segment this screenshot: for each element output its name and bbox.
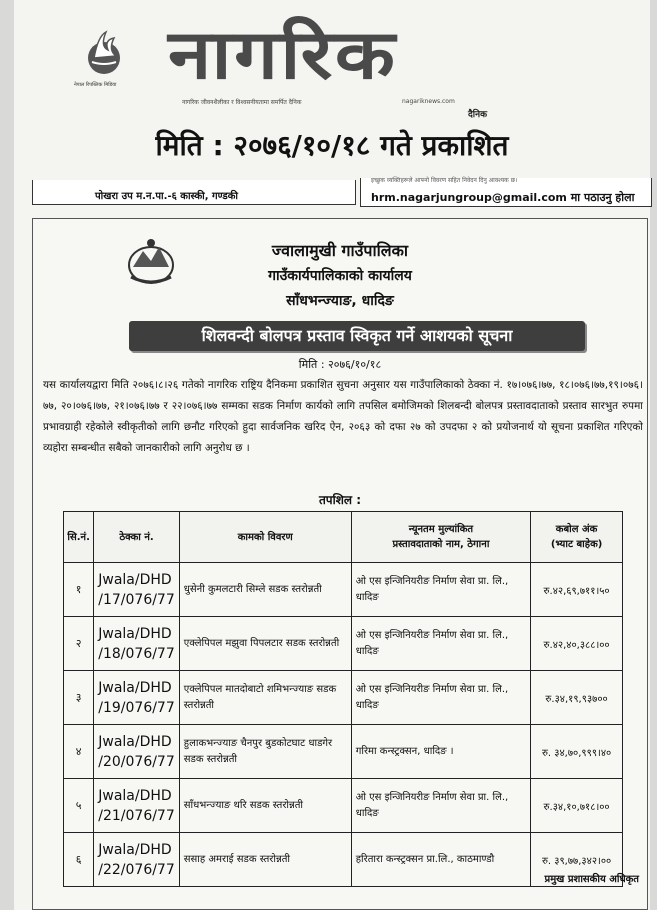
col-header-bidder xyxy=(351,512,530,563)
row-description: धुसेनी कुमलटारी सिम्ले सडक स्तरोन्नती xyxy=(179,563,351,617)
row-contract xyxy=(94,779,180,833)
strip-email: hrm.nagarjungroup@gmail.com मा पठाउनु होला xyxy=(371,191,635,204)
notice-date: मिति : २०७६/१०/१८ xyxy=(298,358,382,371)
contract-b: /21/076/77 xyxy=(98,807,175,824)
publication-date-line: मिति : २०७६/१०/१८ गते प्रकाशित xyxy=(155,129,509,162)
row-sn: ३ xyxy=(64,671,94,725)
contract-b: /19/076/77 xyxy=(98,699,175,716)
row-contract xyxy=(94,725,180,779)
table-row xyxy=(64,833,623,887)
bidder-header-l1: न्यूनतम मुल्यांकित xyxy=(408,524,474,535)
strip-address: पोखरा उप म.न.पा.-६ कास्की, गण्डकी xyxy=(95,191,238,202)
contracts-table xyxy=(63,511,623,887)
table-row xyxy=(64,563,623,617)
row-bidder: ओ एस इन्जिनियरीङ निर्माण सेवा प्रा. लि., धादिङ xyxy=(351,671,530,725)
table-header-row xyxy=(64,512,623,563)
logo-caption: नेपाल रिपब्लिक मिडिया xyxy=(74,82,117,88)
row-description: एक्लेपिपल मझुवा पिपलटार सडक स्तरोन्नती xyxy=(179,617,351,671)
row-bidder: ओ एस इन्जिनियरीङ निर्माण सेवा प्रा. लि., धादिङ xyxy=(351,563,530,617)
row-bidder: गरिमा कन्स्ट्रक्सन, धादिङ । xyxy=(351,725,530,779)
row-contract xyxy=(94,617,180,671)
col-header-contract: ठेक्का नं. xyxy=(94,512,180,563)
newspaper-logo-icon xyxy=(80,28,128,76)
col-header-sn: सि.नं. xyxy=(64,512,94,563)
row-sn: २ xyxy=(64,617,94,671)
contract-a: Jwala/DHD xyxy=(98,787,172,804)
row-amount: रु.४२,६९,७११।५० xyxy=(531,563,623,617)
row-contract xyxy=(94,563,180,617)
contract-a: Jwala/DHD xyxy=(98,625,172,642)
row-amount: रु.३४,१९,९३७०० xyxy=(531,671,623,725)
contract-b: /17/076/77 xyxy=(98,591,175,608)
table-row xyxy=(64,617,623,671)
table-row xyxy=(64,779,623,833)
bidder-header-l2: प्रस्तावदाताको नाम, ठेगाना xyxy=(392,539,490,550)
row-sn: ६ xyxy=(64,833,94,887)
row-amount: रु.४२,४०,३८८।०० xyxy=(531,617,623,671)
col-header-amount xyxy=(531,512,623,563)
row-description: हुलाकभन्ज्याङ चैनपुर बुडकोटघाट धाडगेर सडक स्तरोन्नती xyxy=(179,725,351,779)
row-contract xyxy=(94,833,180,887)
amount-header-l1: कबोल अंक xyxy=(555,524,598,535)
contract-a: Jwala/DHD xyxy=(98,679,172,696)
contract-a: Jwala/DHD xyxy=(98,571,172,588)
row-sn: १ xyxy=(64,563,94,617)
row-amount: रु. ३९,७७,३४२।०० xyxy=(531,833,623,887)
previous-ad-strip-right xyxy=(360,178,652,207)
org-office: गाउँकार्यपालिकाको कार्यालय xyxy=(268,268,412,284)
notice-body: यस कार्यालयद्वारा मिति २०७६।८।२६ गतेको नागरिक राष्ट्रिय दैनिकमा प्रकाशित सुचना अनुसार यस गाउँपालिकाको ठेक्का नं. १७।०७६।७७, १८।०७६।७७,१९।०७६।७७, २०।०७६।७७, २१।०७६।७७ र २२।०७६।७७ सम्मका सडक निर्माण कार्यको लागि तपसिल बमोजिमको शिलबन्दी बोलपत्र प्रस्तावदाताको प्रस्ताव सारभुत रुपमा प्रभावग्राही रहेकोले स्वीकृतीको लागि छनौट गरिएको हुदा सार्वजनिक खरिद ऐन, २०६३ को दफा २७ को उपदफा २ को प्रयोजनार्थ यो सूचना प्रकाशित गरिएको व्यहोरा सम्बन्धीत सबैको जानकारीको लागि अनुरोध छ । xyxy=(43,379,643,454)
contract-b: /22/076/77 xyxy=(98,861,175,878)
contract-a: Jwala/DHD xyxy=(98,733,172,750)
previous-ad-strip-left xyxy=(32,180,356,205)
row-description: साँधभन्ज्याङ थरि सडक स्तरोन्नती xyxy=(179,779,351,833)
masthead-daily: दैनिक xyxy=(468,110,488,120)
col-header-description: कामको विवरण xyxy=(179,512,351,563)
newspaper-masthead: नागरिक xyxy=(168,16,398,95)
masthead-website: nagariknews.com xyxy=(402,98,455,105)
contract-b: /18/076/77 xyxy=(98,645,175,662)
details-heading: तपशिल : xyxy=(318,493,362,507)
row-amount: रु.३४,१०,७१८।०० xyxy=(531,779,623,833)
notice-title-banner: शिलवन्दी बोलपत्र प्रस्ताव स्विकृत गर्ने आशयको सूचना xyxy=(129,321,585,351)
row-bidder: ओ एस इन्जिनियरीङ निर्माण सेवा प्रा. लि., धादिङ xyxy=(351,617,530,671)
row-amount: रु. ३४,७०,९९९।४० xyxy=(531,725,623,779)
org-name: ज्वालामुखी गाउँपालिका xyxy=(271,241,409,260)
row-sn: ४ xyxy=(64,725,94,779)
org-address: साँधभन्ज्याङ, धादिङ xyxy=(286,293,394,309)
table-row xyxy=(64,671,623,725)
contract-b: /20/076/77 xyxy=(98,753,175,770)
amount-header-l2: (भ्याट बाहेक) xyxy=(550,539,603,550)
row-bidder: ओ एस इन्जिनियरीङ निर्माण सेवा प्रा. लि., धादिङ xyxy=(351,779,530,833)
table-row xyxy=(64,725,623,779)
row-bidder: हरितारा कन्स्ट्रक्सन प्रा.लि., काठमाण्डौ xyxy=(351,833,530,887)
contract-a: Jwala/DHD xyxy=(98,841,172,858)
signature-title: प्रमुख प्रशासकीय अधिकृत xyxy=(544,874,639,885)
tender-notice xyxy=(32,218,648,910)
newspaper-page xyxy=(14,0,650,910)
row-contract xyxy=(94,671,180,725)
row-sn: ५ xyxy=(64,779,94,833)
strip-right-top: इच्छुक व्यक्तिहरूले आफ्नो विवरण सहित निवेदन दिनु आवश्यक छ। xyxy=(371,177,518,184)
row-description: ससाह अमराई सडक स्तरोन्नती xyxy=(179,833,351,887)
row-description: एक्लेपिपल मातदोबाटो शमिभन्ज्याङ सडक स्तरोन्नती xyxy=(179,671,351,725)
masthead-tagline: नागरिक जीवनशैलीका र विश्वसनीयतामा समर्पित दैनिक xyxy=(182,99,302,106)
